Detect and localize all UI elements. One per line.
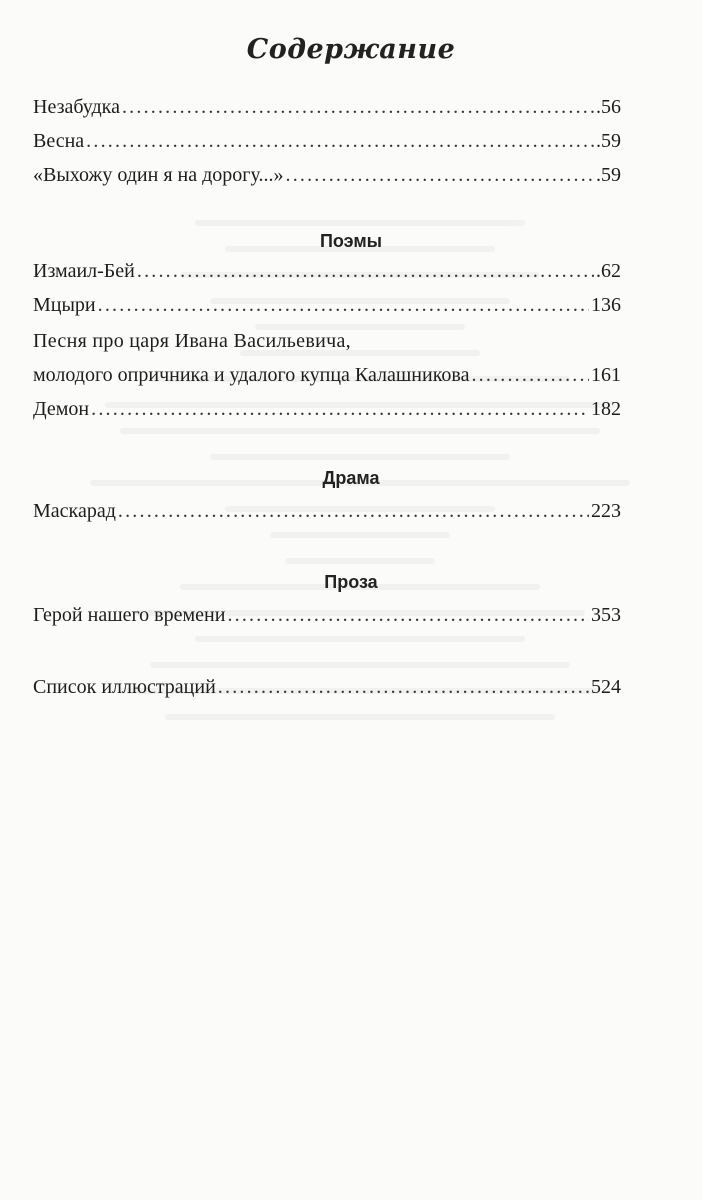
toc-entry-page: 524 (591, 676, 621, 698)
page-title: Содержание (246, 34, 456, 65)
leader-dots (227, 602, 589, 628)
toc-entry-title: Маскарад (33, 500, 116, 522)
leader-dots (118, 498, 589, 524)
toc-entry-title: Измаил-Бей (33, 260, 135, 282)
leader-dots (91, 396, 589, 422)
toc-entry[interactable] (33, 94, 621, 120)
toc-entry-page: .62 (596, 260, 621, 282)
leader-dots (86, 128, 594, 154)
toc-entry-page: .59 (596, 130, 621, 152)
toc-entry[interactable] (33, 258, 621, 284)
toc-entry-title-line2: молодого опричника и удалого купца Калашникова (33, 364, 470, 386)
leader-dots (471, 362, 589, 388)
toc-entry-page: 136 (591, 294, 621, 316)
toc-entry-page: .59 (596, 164, 621, 186)
section-heading-poems: Поэмы (319, 231, 383, 251)
toc-entry-title-line1[interactable]: Песня про царя Ивана Васильевича, (33, 330, 351, 352)
toc-entry[interactable] (33, 498, 621, 524)
section-heading-drama: Драма (322, 468, 380, 488)
leader-dots (98, 292, 589, 318)
toc-entry-title: Демон (33, 398, 90, 420)
toc-entry-title: Незабудка (33, 96, 120, 118)
toc-entry-page: 182 (591, 398, 621, 420)
leader-dots (286, 162, 595, 188)
toc-entry[interactable] (33, 396, 621, 422)
toc-entry-page: .56 (596, 96, 621, 118)
toc-entry[interactable] (33, 362, 621, 388)
toc-entry[interactable] (33, 128, 621, 154)
toc-entry[interactable] (33, 292, 621, 318)
toc-entry[interactable] (33, 602, 621, 628)
section-heading-prose: Проза (324, 572, 378, 592)
toc-entry-title: Герой нашего времени (33, 604, 226, 626)
toc-entry-page: 223 (591, 500, 621, 522)
leader-dots (218, 674, 589, 700)
toc-entry[interactable] (33, 674, 621, 700)
toc-entry-title: Весна (33, 130, 85, 152)
leader-dots (122, 94, 594, 120)
leader-dots (137, 258, 594, 284)
toc-entry-title: Список иллюстраций (33, 676, 216, 698)
toc-entry-title: Мцыри (33, 294, 96, 316)
toc-entry-page: 161 (591, 364, 621, 386)
toc-entry-title: «Выхожу один я на дорогу...» (33, 164, 284, 186)
toc-entry[interactable] (33, 162, 621, 188)
toc-entry-page: 353 (591, 604, 621, 626)
